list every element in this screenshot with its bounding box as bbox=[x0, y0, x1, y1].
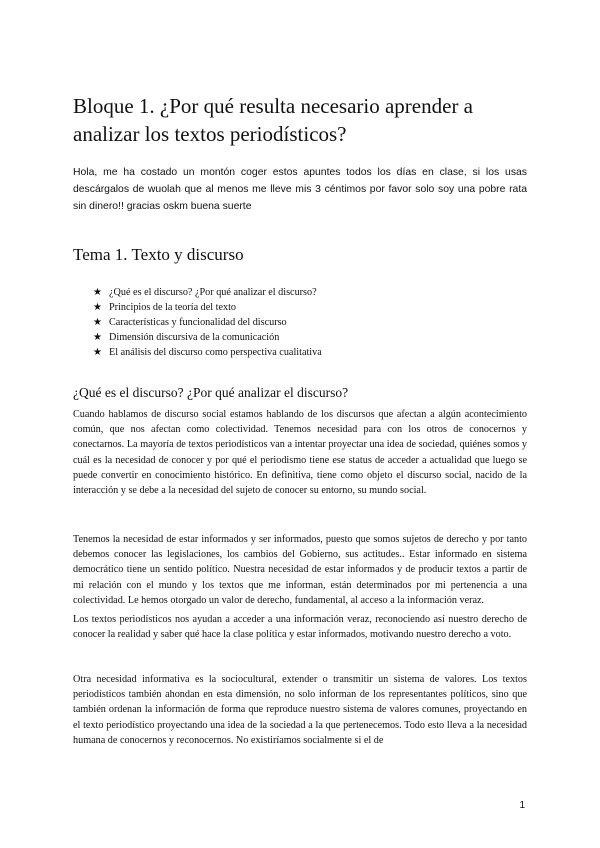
document-title: Bloque 1. ¿Por qué resulta necesario aprender a analizar los textos periodísticos? bbox=[73, 94, 474, 146]
subsection-title: ¿Qué es el discurso? ¿Por qué analizar el discurso? bbox=[73, 385, 349, 400]
star-bullet-icon: ★ bbox=[93, 287, 102, 298]
topic-list-item bbox=[93, 330, 322, 345]
star-bullet-icon: ★ bbox=[93, 332, 102, 343]
topic-text: Principios de la teoría del texto bbox=[109, 302, 237, 313]
topic-list bbox=[93, 285, 322, 360]
topic-list-item bbox=[93, 315, 322, 330]
star-bullet-icon: ★ bbox=[93, 302, 102, 313]
body-paragraph: Los textos periodísticos nos ayudan a acceder a una información veraz, reconociendo así nuestro derecho de conocer la realidad y saber qué hace la clase política y estar informados, motivando nuestro derecho a voto. bbox=[73, 614, 527, 641]
body-paragraph: Otra necesidad informativa es la sociocultural, extender o transmitir un sistema de valores. Los textos periodísticos también ahondan en esta dimensión, no solo informan de los representantes políticos, sino que también ordenan la información de forma que reproduce nuestro sistema de valores comunes, proyectando en el texto periodístico proyectando una idea de la sociedad a la que pertenecemos. Todo esto lleva a la necesidad humana de conocernos y reconocernos. No existiríamos socialmente si el de bbox=[73, 674, 527, 746]
intro-note: Hola, me ha costado un montón coger estos apuntes todos los días en clase, si los usas descárgalos de wuolah que al menos me lleve mis 3 céntimos por favor solo soy una pobre rata sin dinero!! gracias oskm buena suerte bbox=[73, 167, 527, 212]
page-number: 1 bbox=[519, 800, 525, 811]
topic-text: El análisis del discurso como perspectiva cualitativa bbox=[109, 347, 322, 358]
body-paragraph: Cuando hablamos de discurso social estamos hablando de los discursos que afectan a algún acontecimiento común, que nos afectan como colectividad. Tenemos necesidad para con los otros de conocernos y conectarnos. La mayoría de textos periodísticos van a intentar proyectar una idea de sociedad, quiénes somos y cuál es la necesidad de conocer y por qué el periodismo tiene ese status de acceder a actualidad que luego se puede convertir en conocimiento histórico. En definitiva, tiene como objeto el discurso social, nacido de la interacción y se debe a la necesidad del sujeto de conocer su entorno, su mundo social. bbox=[73, 409, 527, 497]
topic-list-item bbox=[93, 300, 322, 315]
topic-list-item bbox=[93, 345, 322, 360]
topic-text: Dimensión discursiva de la comunicación bbox=[109, 332, 280, 343]
section-title: Tema 1. Texto y discurso bbox=[73, 245, 244, 264]
star-bullet-icon: ★ bbox=[93, 317, 102, 328]
body-paragraph: Tenemos la necesidad de estar informados y ser informados, puesto que somos sujetos de derecho y por tanto debemos conocer las legislaciones, los cambios del Gobierno, sus actitudes.. Estar informado en sistema democrático tiene un sentido político. Nuestra necesidad de estar informados y de producir textos a partir de mi relación con el mundo y los textos que me informan, están determinados por mi pertenencia a una colectividad. Le hemos otorgado un valor de derecho, fundamental, al acceso a la información veraz. bbox=[73, 534, 527, 606]
topic-text: Características y funcionalidad del discurso bbox=[109, 317, 287, 328]
topic-text: ¿Qué es el discurso? ¿Por qué analizar el discurso? bbox=[109, 287, 317, 298]
star-bullet-icon: ★ bbox=[93, 347, 102, 358]
topic-list-item bbox=[93, 285, 322, 300]
